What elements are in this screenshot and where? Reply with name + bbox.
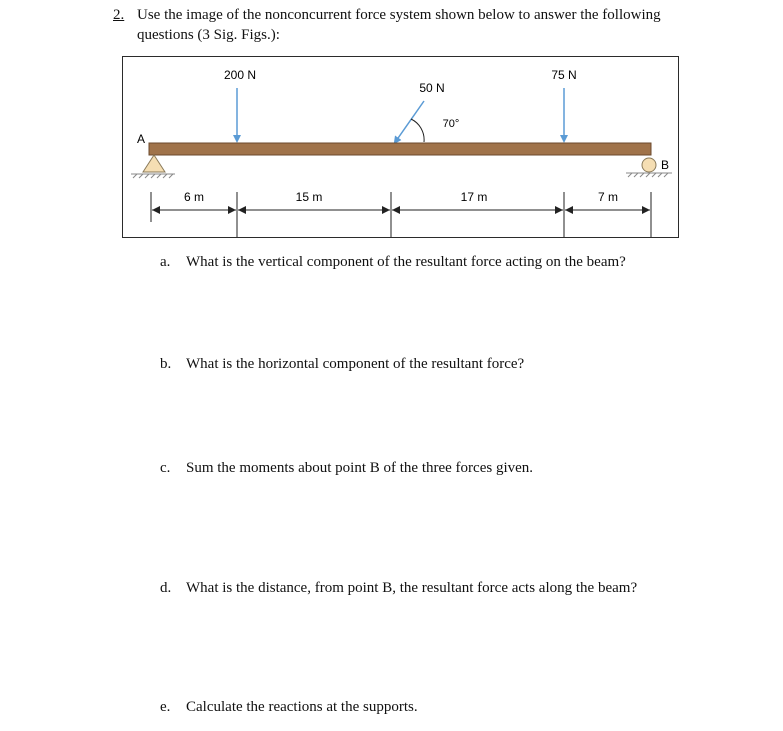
force-arrow-50n bbox=[396, 101, 424, 141]
dimension-label-15m: 15 m bbox=[295, 190, 323, 204]
subquestion-c bbox=[160, 460, 533, 477]
subquestion-text: What is the vertical component of the resultant force acting on the beam? bbox=[186, 254, 626, 270]
angle-label: 70° bbox=[442, 118, 460, 130]
pin-support-a bbox=[131, 155, 175, 178]
dimension-label-6m: 6 m bbox=[183, 190, 205, 204]
question-intro-line-1: Use the image of the nonconcurrent force system shown below to answer the following bbox=[137, 7, 661, 23]
subquestion-letter: c. bbox=[160, 460, 171, 476]
dimension-label-7m: 7 m bbox=[597, 190, 619, 204]
point-a-label: A bbox=[136, 132, 146, 146]
subquestion-letter: b. bbox=[160, 356, 172, 372]
subquestion-a bbox=[160, 254, 626, 271]
subquestion-d bbox=[160, 580, 637, 597]
subquestion-text: What is the distance, from point B, the resultant force acts along the beam? bbox=[186, 580, 638, 596]
dimension-ticks bbox=[151, 192, 651, 237]
beam-diagram bbox=[123, 57, 679, 238]
angle-arc bbox=[411, 119, 424, 142]
point-b-label: B bbox=[660, 158, 670, 172]
beam bbox=[149, 143, 651, 155]
subquestion-letter: e. bbox=[160, 699, 171, 715]
dimension-label-17m: 17 m bbox=[460, 190, 488, 204]
subquestion-text: Sum the moments about point B of the three forces given. bbox=[186, 460, 534, 476]
force-label-200n: 200 N bbox=[223, 68, 257, 82]
subquestion-letter: d. bbox=[160, 580, 172, 596]
subquestion-e bbox=[160, 699, 418, 716]
subquestion-letter: a. bbox=[160, 254, 171, 270]
force-label-50n: 50 N bbox=[419, 81, 445, 95]
question-intro-line-2: questions (3 Sig. Figs.): bbox=[137, 27, 280, 43]
subquestion-text: What is the horizontal component of the resultant force? bbox=[186, 356, 525, 372]
subquestion-text: Calculate the reactions at the supports. bbox=[186, 699, 418, 715]
force-system-figure bbox=[122, 56, 679, 238]
question-number: 2. bbox=[113, 7, 125, 23]
subquestion-b bbox=[160, 356, 524, 373]
force-label-75n: 75 N bbox=[551, 68, 577, 82]
